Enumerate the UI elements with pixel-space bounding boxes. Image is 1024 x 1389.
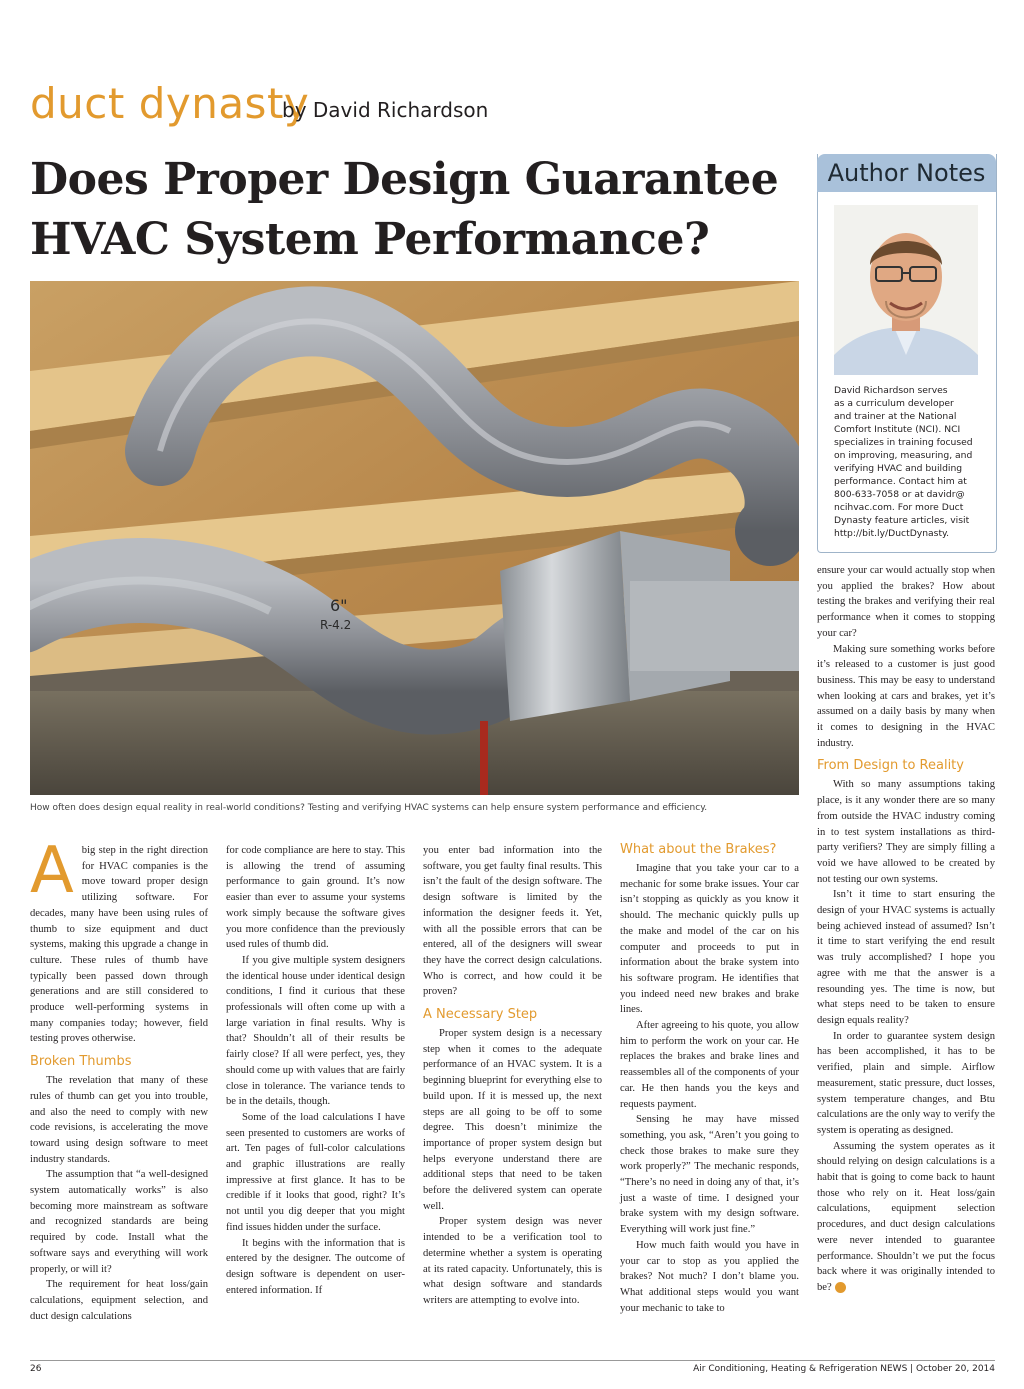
bio-line: and trainer at the National	[834, 411, 957, 422]
end-mark-icon: N	[835, 1282, 846, 1293]
headline-line-1: Does Proper Design Guarantee	[30, 154, 779, 205]
drop-cap: A	[30, 834, 74, 908]
paragraph: Isn’t it time to start ensuring the design of your HVAC systems is actually being achieved instead of assumed? Isn’t it time to start verifying the end result was truly accomplished? I hope you agree with me that the answer is a resounding yes. The time is now, but what steps need to be taken to ensure design equals reality?	[817, 889, 995, 1026]
page-number: 26	[30, 1364, 42, 1374]
bio-line: http://bit.ly/DuctDynasty.	[834, 528, 950, 539]
paragraph: It begins with the information that is entered by the designer. The outcome of design software is dependent on user-entered information. If	[226, 1237, 405, 1296]
subhead-design-to-reality: From Design to Reality	[817, 758, 964, 774]
paragraph	[817, 1139, 995, 1296]
bio-line: ncihvac.com. For more Duct	[834, 502, 964, 513]
bio-line: Dynasty feature articles, visit	[834, 515, 970, 526]
paragraph: The assumption that “a well-designed system automatically works” is also becoming more mainstream as software and recognized standards are being required by code. Install what the software says and everything will work properly, or will it?	[30, 1169, 208, 1275]
section-title: duct dynasty	[30, 79, 310, 128]
paragraph: for code compliance are here to stay. This is allowing the trend of assuming performance to gain ground. It’s now easier than ever to assume your systems work simply because the software gives you more confidence than the previously used rules of thumb did.	[226, 845, 405, 951]
author-notes-header: Author Notes	[817, 154, 996, 192]
headline-line-2: HVAC System Performance?	[30, 214, 710, 265]
subhead-broken-thumbs: Broken Thumbs	[30, 1054, 132, 1070]
paragraph: you enter bad information into the software, you get faulty final results. This isn’t the fault of the design software. The design software is limited by the information the designer feeds it. Yet, with all the possible errors that can be entered, all of the designers will swear they have the correct design calculations. Who is correct, and how could it be proven?	[423, 845, 602, 998]
article-column-2	[226, 843, 405, 1298]
paragraph: Sensing he may have missed something, you ask, “Aren’t you going to check those brakes to make sure they work properly?” The mechanic responds, “There’s no need in doing any of that, it’s just a waste of time. I designed your brake system with my design software. Everything will work just fine.”	[620, 1114, 799, 1236]
author-portrait	[834, 205, 978, 375]
article-column-1	[30, 834, 208, 1324]
publication-footer: Air Conditioning, Heating & Refrigeration NEWS | October 20, 2014	[693, 1364, 995, 1374]
author-photo	[834, 205, 978, 375]
byline: by David Richardson	[282, 98, 489, 122]
article-headline	[30, 150, 810, 270]
footer-rule	[30, 1360, 995, 1361]
paragraph: ensure your car would actually stop when you applied the brakes? How about testing the brakes and verifying their real performance when it comes to stopping your car?	[817, 565, 995, 639]
bio-line: specializes in training focused	[834, 437, 973, 448]
paragraph: If you give multiple system designers the identical house under identical design conditions, I find it curious that these professionals will often come up with a large variation in final results. Why is that? Shouldn’t all of their results be fairly close? If all were perfect, yes, they should come up with values that are fairly close in tolerance. The variance tends to be in the details, though.	[226, 954, 405, 1108]
article-column-4	[620, 843, 799, 1316]
paragraph: Making sure something works before it’s released to a customer is just good business. This may be easy to understand when looking at cars and brakes, yet it’s assumed on a daily basis by many when it comes to designing in the HVAC industry.	[817, 643, 995, 749]
bio-line: 800-633-7058 or at davidr@	[834, 489, 965, 500]
paragraph: The requirement for heat loss/gain calculations, equipment selection, and duct design calculations	[30, 1279, 208, 1322]
duct-label-size: 6"	[330, 596, 348, 615]
subhead-necessary-step: A Necessary Step	[423, 1007, 538, 1023]
paragraph: In order to guarantee system design has been accomplished, it has to be verified, plain and simple. Airflow measurement, static pressure, duct losses, system temperature changes, and Btu calculations are the only way to verify the system is operating as designed.	[817, 1030, 995, 1136]
main-photo	[30, 281, 799, 795]
bio-line: David Richardson serves	[834, 385, 948, 396]
bio-line: verifying HVAC and building	[834, 463, 963, 474]
author-bio	[834, 384, 984, 540]
bio-line: Comfort Institute (NCI). NCI	[834, 424, 961, 435]
bio-line: performance. Contact him at	[834, 476, 967, 487]
paragraph: Some of the load calculations I have seen presented to customers are works of art. Ten pages of full-color calculations and graphic illustrations are really impressive at first glance. It has to be credible if it looks that good, right? It’s not until you dig deeper that you might find issues hidden under the surface.	[226, 1111, 405, 1233]
bio-line: as a curriculum developer	[834, 398, 954, 409]
article-column-3	[423, 843, 602, 1309]
subhead-brakes: What about the Brakes?	[620, 842, 777, 857]
paragraph: Imagine that you take your car to a mechanic for some brake issues. Your car isn’t stopping as quickly as you know it should. The mechanic quickly pulls up the make and model of the car on his computer and proceeds to put in information about the brake system into his software program. He identifies that you indeed need new brakes and brake lines.	[620, 863, 799, 1016]
paragraph: The revelation that many of these rules of thumb can get you into trouble, and also the need to comply with new code revisions, is accelerating the move toward using design software to meet industry standards.	[30, 1075, 208, 1165]
bio-line: on improving, measuring, and	[834, 450, 973, 461]
paragraph: After agreeing to his quote, you allow him to perform the work on your car. He replaces the brakes and brake lines and reassembles all of the components of your car. He then hands you the keys and requests payment.	[620, 1020, 799, 1110]
paragraph: Proper system design was never intended to be a verification tool to determine whether a system is operating at its rated capacity. Unfortunately, this is what design software and standards writers are attempting to evolve into.	[423, 1216, 602, 1306]
photo-caption: How often does design equal reality in real-world conditions? Testing and verifying HVAC systems can help ensure system performance and efficiency.	[30, 803, 708, 813]
article-column-5	[817, 563, 995, 1296]
duct-label-r-value: R-4.2	[320, 618, 352, 632]
paragraph: How much faith would you have in your car to stop as you applied the brakes? Not much? I don’t blame you. What additional steps would you want your mechanic to take to	[620, 1239, 799, 1314]
paragraph-text: Assuming the system operates as it should relying on design calculations is a habit that is going to come back to haunt those who rely on it. Heat loss/gain calculations, equipment selection procedures, and duct design calculations were never intended to guarantee performance. Shouldn’t we put the focus back where it was originally intended to be?	[817, 1140, 995, 1293]
duct-photo-illustration	[30, 281, 799, 795]
paragraph: Proper system design is a necessary step when it comes to the adequate performance of an HVAC system. It is a beginning blueprint for everything else to build upon. If it is messed up, the next steps are all going to be off to some degree. This doesn’t minimize the importance of proper system design but helps everyone understand there are additional steps that need to be taken before the delivered system can operate well.	[423, 1028, 602, 1212]
paragraph: big step in the right direction for HVAC companies is the move toward proper design utilizing software. For decades, many have been using rules of thumb to size equipment and duct systems, making this upgrade a change in culture. These rules of thumb have typically been passed down through generations and are still considered to produce well-performing systems in many companies today; however, field testing proves otherwise.	[30, 845, 208, 1045]
paragraph: With so many assumptions taking place, is it any wonder there are so many from outside the HVAC industry coming in to test system installations as third-party verifiers? They are simply filling a void we have allowed to be created by not testing our own systems.	[817, 779, 995, 885]
